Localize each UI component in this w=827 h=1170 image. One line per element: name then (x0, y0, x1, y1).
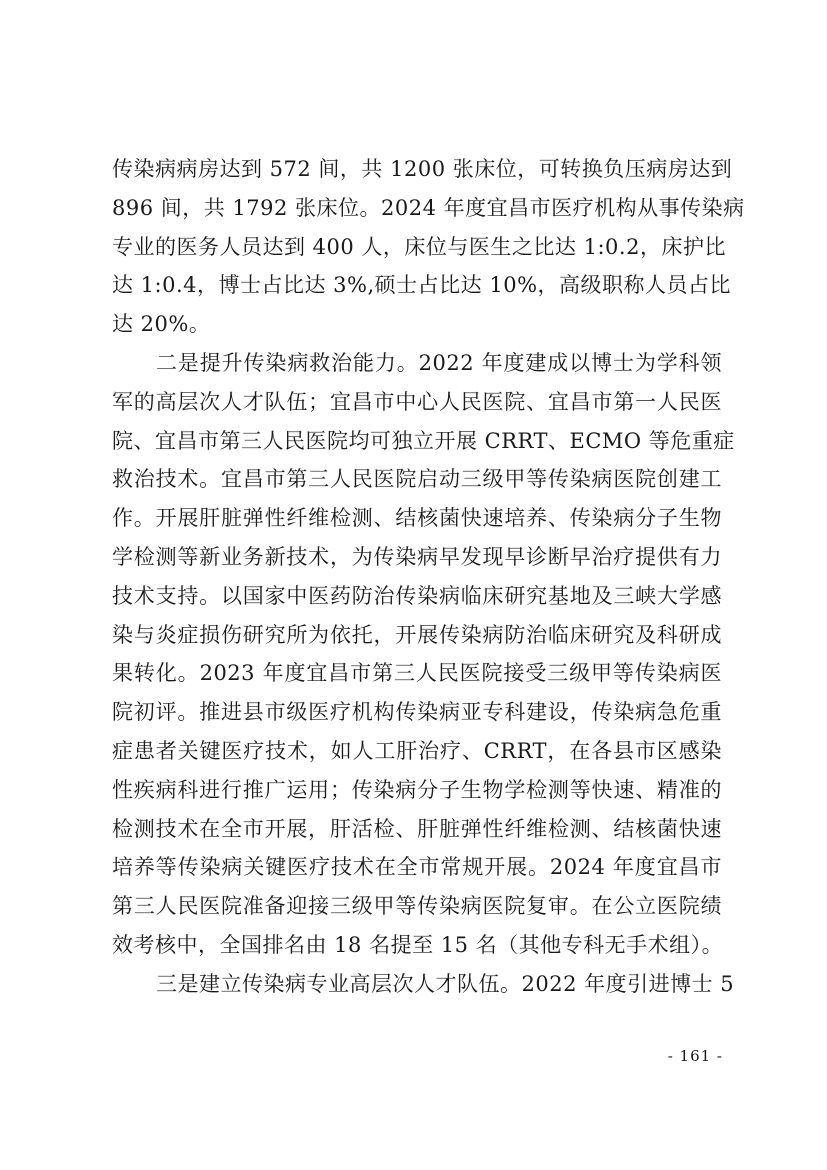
text-line: 二是提升传染病救治能力。2022 年度建成以博士为学科领 (156, 350, 722, 375)
text-line: 军的高层次人才队伍；宜昌市中心人民医院、宜昌市第一人民医 (112, 389, 722, 414)
text-line: 果转化。2023 年度宜昌市第三人民医院接受三级甲等传染病医 (112, 661, 722, 686)
text-line: 培养等传染病关键医疗技术在全市常规开展。2024 年度宜昌市 (112, 855, 722, 880)
text-line: 院初评。推进县市级医疗机构传染病亚专科建设，传染病急危重 (112, 700, 722, 725)
text-line: 三是建立传染病专业高层次人才队伍。2022 年度引进博士 5 (156, 971, 735, 996)
text-line: 达 20%。 (112, 312, 211, 337)
text-line: 896 间，共 1792 张床位。2024 年度宜昌市医疗机构从事传染病 (112, 195, 745, 220)
page-number: - 161 - (667, 1047, 723, 1065)
text-line: 达 1:0.4，博士占比达 3%,硕士占比达 10%，高级职称人员占比 (112, 273, 732, 298)
body-text (112, 150, 745, 1004)
text-line: 技术支持。以国家中医药防治传染病临床研究基地及三峡大学感 (112, 583, 722, 608)
text-line: 传染病病房达到 572 间，共 1200 张床位，可转换负压病房达到 (112, 157, 733, 181)
text-line: 检测技术在全市开展，肝活检、肝脏弹性纤维检测、结核菌快速 (112, 816, 722, 841)
text-line: 救治技术。宜昌市第三人民医院启动三级甲等传染病医院创建工 (112, 467, 722, 492)
text-line: 效考核中，全国排名由 18 名提至 15 名（其他专科无手术组）。 (112, 932, 724, 957)
text-line: 性疾病科进行推广运用；传染病分子生物学检测等快速、精准的 (112, 777, 722, 802)
text-line: 专业的医务人员达到 400 人，床位与医生之比达 1:0.2，床护比 (112, 234, 726, 259)
text-line: 第三人民医院准备迎接三级甲等传染病医院复审。在公立医院绩 (112, 894, 722, 919)
text-line: 染与炎症损伤研究所为依托，开展传染病防治临床研究及科研成 (112, 622, 722, 647)
text-line: 症患者关键医疗技术，如人工肝治疗、CRRT，在各县市区感染 (112, 738, 722, 763)
text-line: 作。开展肝脏弹性纤维检测、结核菌快速培养、传染病分子生物 (112, 506, 722, 531)
text-line: 学检测等新业务新技术，为传染病早发现早诊断早治疗提供有力 (112, 544, 722, 569)
text-line: 院、宜昌市第三人民医院均可独立开展 CRRT、ECMO 等危重症 (112, 428, 735, 453)
